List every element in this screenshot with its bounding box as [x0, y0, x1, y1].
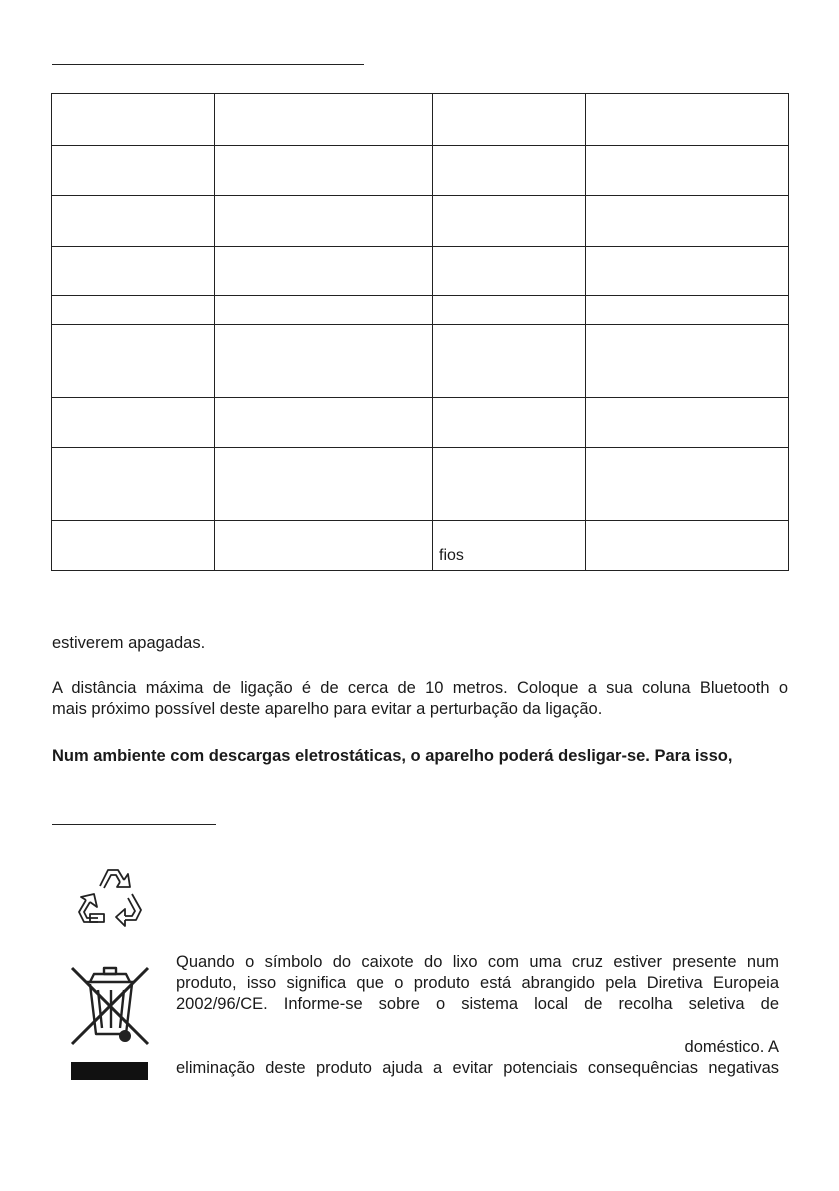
- table-cell: [586, 398, 789, 448]
- table-cell: [433, 325, 586, 398]
- paragraph-bluetooth-distance: [52, 678, 788, 720]
- table-cell: [215, 398, 433, 448]
- paragraph-electrostatic-warning: Num ambiente com descargas eletrostáticas, o aparelho poderá desligar-se. Para isso,: [52, 747, 733, 765]
- table-cell: [586, 448, 789, 521]
- table-row: [52, 146, 789, 196]
- weee-text-line: produto, isso significa que o produto está abrangido pela Diretiva Europeia: [176, 974, 779, 992]
- weee-text-line: doméstico. A: [684, 1038, 779, 1056]
- black-bar-icon: [71, 1062, 148, 1080]
- table-cell: [52, 398, 215, 448]
- table-cell: [52, 247, 215, 296]
- table-cell: fios: [433, 521, 586, 571]
- table-row: [52, 296, 789, 325]
- crossed-out-wheelie-bin-icon: [68, 960, 152, 1048]
- table-cell: [215, 94, 433, 146]
- table-cell: [215, 247, 433, 296]
- table-cell: [215, 146, 433, 196]
- table-cell: [586, 325, 789, 398]
- table-row: [52, 247, 789, 296]
- table-cell: [433, 146, 586, 196]
- recycle-icon: [70, 860, 150, 940]
- table-cell: [433, 296, 586, 325]
- table-row: [52, 521, 789, 571]
- table-cell: [433, 448, 586, 521]
- table-cell: [586, 146, 789, 196]
- table-row: [52, 448, 789, 521]
- table-cell: [586, 94, 789, 146]
- paragraph-line: A distância máxima de ligação é de cerca de 10 metros. Coloque a sua coluna Bluetooth o: [52, 679, 788, 697]
- table-cell: [586, 196, 789, 247]
- table-cell: [586, 296, 789, 325]
- paragraph-line: mais próximo possível deste aparelho para evitar a perturbação da ligação.: [52, 700, 603, 718]
- table-cell: [52, 296, 215, 325]
- table-cell: [215, 448, 433, 521]
- table-row: [52, 196, 789, 247]
- table-cell: [52, 521, 215, 571]
- table-cell: [586, 247, 789, 296]
- table-cell: [433, 196, 586, 247]
- section-heading-underline: [52, 64, 364, 65]
- table-cell: [52, 448, 215, 521]
- table-cell: [52, 146, 215, 196]
- weee-text-line: Quando o símbolo do caixote do lixo com uma cruz estiver presente num: [176, 953, 779, 971]
- weee-text-line: 2002/96/CE. Informe-se sobre o sistema local de recolha seletiva de: [176, 995, 779, 1013]
- table-cell: [215, 196, 433, 247]
- table-row: [52, 398, 789, 448]
- table-cell: [433, 398, 586, 448]
- table-cell: [586, 521, 789, 571]
- paragraph-lights-off: estiverem apagadas.: [52, 634, 206, 652]
- table-cell: [215, 325, 433, 398]
- table-cell: [52, 196, 215, 247]
- weee-text-line: eliminação deste produto ajuda a evitar potenciais consequências negativas: [176, 1059, 779, 1077]
- table-cell: [433, 247, 586, 296]
- table-cell: [215, 521, 433, 571]
- table-cell: [215, 296, 433, 325]
- table-row: [52, 325, 789, 398]
- table-cell: [52, 325, 215, 398]
- table-cell: [52, 94, 215, 146]
- table-row: [52, 94, 789, 146]
- table-cell: [433, 94, 586, 146]
- section-heading-underline: [52, 824, 216, 825]
- specifications-table: [51, 93, 789, 571]
